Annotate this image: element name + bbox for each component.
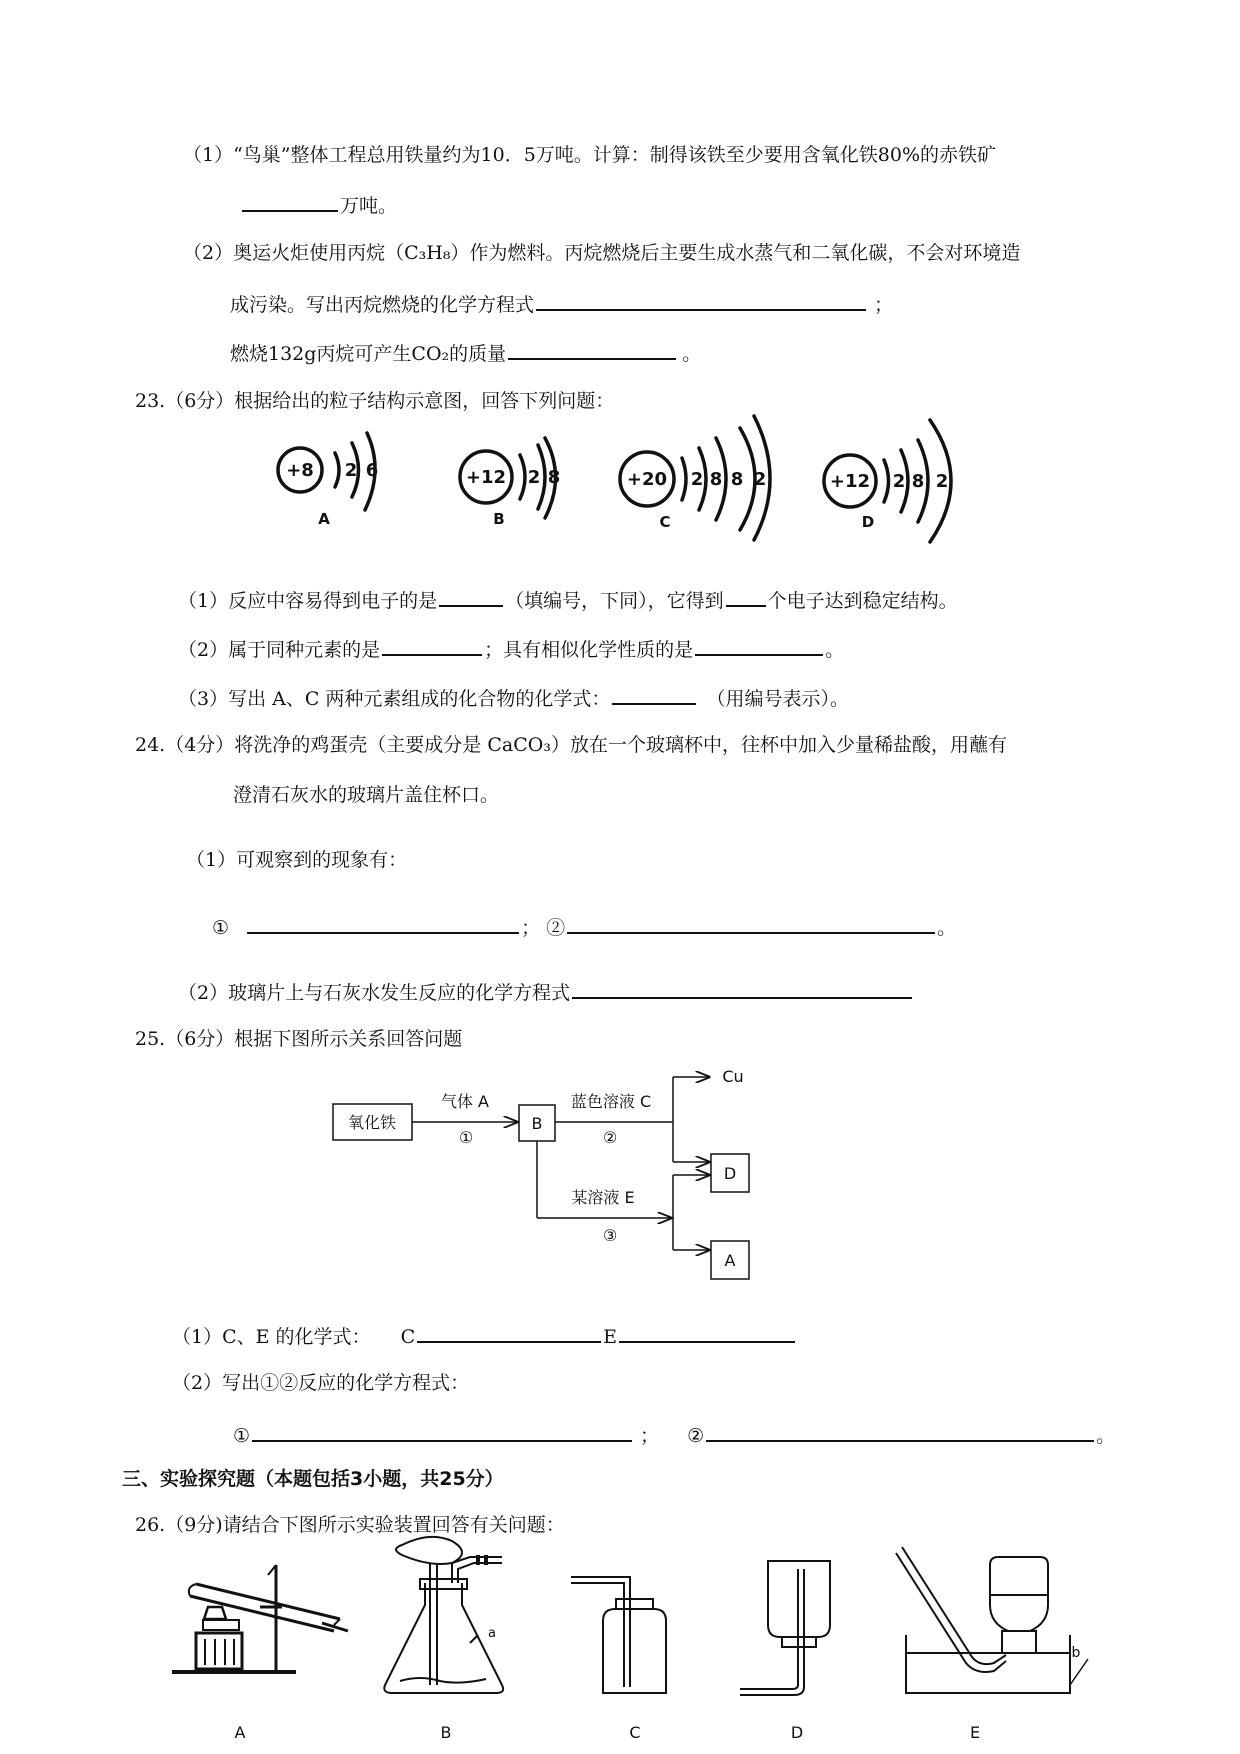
particle-label-c: C	[659, 513, 671, 531]
q22-part1-line2: 万吨。	[240, 190, 397, 219]
q22-part2-line3: 燃烧132g丙烷可产生CO₂的质量 。	[230, 338, 701, 367]
label-reaction-2: ②	[602, 1128, 618, 1147]
shell-a-2: 6	[365, 460, 379, 481]
answer-blank[interactable]	[247, 912, 519, 934]
q24-stem-line1: 24.（4分）将洗净的鸡蛋壳（主要成分是 CaCO₃）放在一个玻璃杯中，往杯中加入少量稀盐酸，用蘸有	[135, 734, 1007, 756]
apparatus-label-d: D	[790, 1723, 804, 1742]
q23-stem: 23.（6分）根据给出的粒子结构示意图，回答下列问题：	[135, 390, 615, 412]
answer-blank[interactable]	[612, 683, 696, 705]
label-reaction-1: ①	[458, 1128, 474, 1147]
node-b: B	[531, 1114, 543, 1133]
answer-blank[interactable]	[252, 1420, 632, 1442]
shell-d-3: 2	[935, 471, 949, 492]
part-mark-b: b	[1071, 1645, 1081, 1661]
q24-blanks-line: ① ； ② 。	[212, 912, 956, 941]
particle-label-d: D	[861, 513, 875, 531]
answer-blank[interactable]	[726, 585, 766, 607]
answer-blank[interactable]	[572, 977, 912, 999]
node-cu: Cu	[722, 1067, 744, 1086]
shell-b-2: 8	[547, 467, 561, 488]
shell-d-1: 2	[892, 471, 906, 492]
answer-blank[interactable]	[706, 1420, 1094, 1442]
lab-apparatus-diagram	[0, 1535, 1240, 1745]
part-mark-a: a	[488, 1626, 496, 1641]
q24-sub1: （1）可观察到的现象有：	[186, 849, 408, 871]
label-reaction-3: ③	[602, 1226, 618, 1245]
shell-b-1: 2	[527, 467, 541, 488]
reaction-flow-diagram	[0, 1060, 1240, 1280]
answer-blank[interactable]	[567, 912, 935, 934]
shell-d-2: 8	[911, 471, 925, 492]
node-d: D	[723, 1164, 737, 1183]
label-gas-a: 气体 A	[440, 1092, 490, 1111]
q25-sub2: （2）写出①②反应的化学方程式：	[172, 1372, 470, 1394]
label-blue-solution-c: 蓝色溶液 C	[570, 1092, 652, 1111]
nucleus-charge-b: +12	[465, 467, 507, 488]
particle-label-a: A	[318, 510, 330, 528]
q22-part2-line1: （2）奥运火炬使用丙烷（C₃H₈）作为燃料。丙烷燃烧后主要生成水蒸气和二氧化碳，不会对环境造	[183, 242, 1021, 264]
q22-part2-line2: 成污染。写出丙烷燃烧的化学方程式 ；	[230, 289, 893, 318]
apparatus-label-b: B	[440, 1723, 452, 1742]
shell-c-3: 8	[730, 469, 744, 490]
answer-blank[interactable]	[417, 1321, 601, 1343]
answer-blank[interactable]	[382, 634, 482, 656]
shell-c-2: 8	[709, 469, 723, 490]
apparatus-label-c: C	[629, 1723, 641, 1742]
q23-sub2: （2）属于同种元素的是 ；具有相似化学性质的是 。	[178, 634, 844, 663]
q24-sub2: （2）玻璃片上与石灰水发生反应的化学方程式	[178, 977, 914, 1006]
nucleus-charge-c: +20	[626, 469, 668, 490]
q26-stem: 26.（9分)请结合下图所示实验装置回答有关问题：	[135, 1514, 565, 1536]
particle-structure-diagram	[0, 410, 1240, 550]
q25-sub1: （1）C、E 的化学式： C E	[172, 1321, 797, 1350]
nucleus-charge-a: +8	[286, 460, 314, 481]
q25-blanks-line: ① ； ② 。	[233, 1420, 1115, 1449]
particle-label-b: B	[493, 510, 505, 528]
answer-blank[interactable]	[242, 190, 338, 212]
q22-part1-line1: （1）“鸟巢”整体工程总用铁量约为10．5万吨。计算：制得该铁至少要用含氧化铁80%的赤铁矿	[183, 144, 997, 166]
q24-stem-line2: 澄清石灰水的玻璃片盖住杯口。	[233, 784, 500, 806]
section-3-heading: 三、实验探究题（本题包括3小题，共25分）	[122, 1468, 504, 1490]
shell-c-4: 2	[753, 469, 767, 490]
answer-blank[interactable]	[439, 585, 503, 607]
answer-blank[interactable]	[536, 289, 866, 311]
shell-a-1: 2	[344, 460, 358, 481]
apparatus-label-e: E	[969, 1723, 981, 1742]
q23-sub1: （1）反应中容易得到电子的是 （填编号，下同），它得到 个电子达到稳定结构。	[178, 585, 958, 614]
nucleus-charge-d: +12	[829, 471, 871, 492]
q25-stem: 25.（6分）根据下图所示关系回答问题	[135, 1028, 463, 1050]
node-iron-oxide: 氧化铁	[347, 1113, 397, 1132]
apparatus-label-a: A	[234, 1723, 246, 1742]
node-a: A	[724, 1251, 736, 1270]
answer-blank[interactable]	[695, 634, 823, 656]
label-solution-e: 某溶液 E	[571, 1188, 635, 1207]
q23-sub3: （3）写出 A、C 两种元素组成的化合物的化学式： （用编号表示）。	[178, 683, 849, 712]
answer-blank[interactable]	[619, 1321, 795, 1343]
shell-c-1: 2	[690, 469, 704, 490]
answer-blank[interactable]	[508, 338, 676, 360]
